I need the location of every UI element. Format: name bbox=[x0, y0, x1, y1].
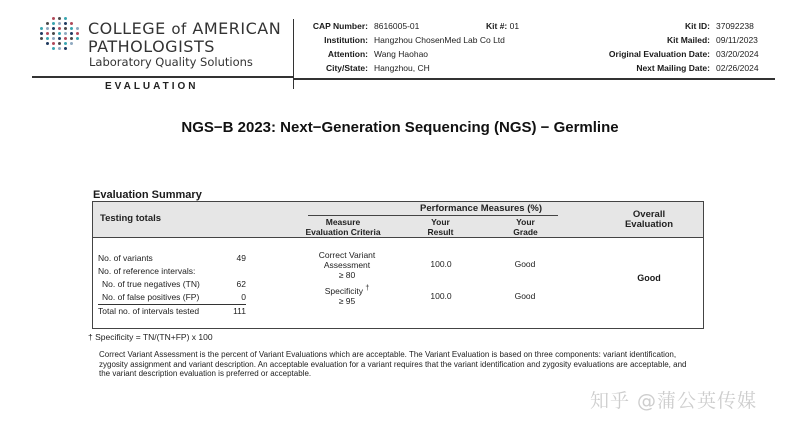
field-label: Next Mailing Date: bbox=[636, 63, 710, 73]
kit-info bbox=[560, 19, 766, 75]
header-text: Overall bbox=[632, 209, 666, 220]
logo-dot bbox=[70, 27, 73, 30]
divider bbox=[32, 76, 294, 78]
field-label: Attention: bbox=[327, 49, 368, 59]
total-value: 49 bbox=[236, 253, 246, 263]
overall-evaluation-value: Good bbox=[637, 273, 661, 283]
logo-dot bbox=[64, 42, 67, 45]
city-state-value: Hangzhou, CH bbox=[374, 63, 430, 73]
list-item bbox=[98, 265, 246, 278]
original-eval-date-value: 03/20/2024 bbox=[716, 49, 759, 59]
logo-dot bbox=[40, 47, 43, 50]
total-value: 62 bbox=[236, 279, 246, 289]
kit-mailed-value: 09/11/2023 bbox=[716, 35, 758, 45]
logo-dot bbox=[70, 37, 73, 40]
measure-name: Correct Variant bbox=[318, 250, 376, 260]
logo-dot bbox=[64, 32, 67, 35]
organization-tagline: Laboratory Quality Solutions bbox=[89, 55, 253, 69]
logo-dot bbox=[40, 17, 43, 20]
cap-logo-icon bbox=[40, 17, 80, 57]
field-label: CAP Number: bbox=[312, 21, 368, 31]
header-text: Evaluation bbox=[624, 219, 674, 230]
header-text: Your bbox=[516, 217, 535, 227]
logo-dot bbox=[40, 32, 43, 35]
dagger-footnote-marker: † bbox=[365, 285, 370, 292]
result-value: 100.0 bbox=[430, 291, 452, 301]
logo-dot bbox=[40, 27, 43, 30]
measure-name: Assessment bbox=[323, 260, 371, 270]
logo-dot bbox=[70, 17, 73, 20]
field-label: City/State: bbox=[325, 63, 368, 73]
logo-dot bbox=[64, 47, 67, 50]
original-eval-date-row bbox=[560, 47, 766, 61]
testing-totals-list bbox=[98, 252, 246, 318]
logo-dot bbox=[46, 22, 49, 25]
logo-dot bbox=[76, 32, 79, 35]
logo-dot bbox=[70, 32, 73, 35]
logo-dot bbox=[58, 17, 61, 20]
logo-dot bbox=[64, 17, 67, 20]
header-text: Grade bbox=[513, 227, 538, 237]
field-label: Kit #: bbox=[486, 21, 508, 31]
logo-dot bbox=[76, 22, 79, 25]
list-item bbox=[98, 252, 246, 265]
list-item bbox=[98, 278, 246, 291]
logo-dot bbox=[46, 37, 49, 40]
header-overall-evaluation bbox=[593, 210, 705, 230]
total-label: Total no. of intervals tested bbox=[98, 306, 200, 316]
section-label: EVALUATION bbox=[105, 81, 199, 92]
logo-dot bbox=[58, 47, 61, 50]
cap-number-value: 8616005-01 bbox=[374, 21, 420, 31]
logo-dot bbox=[70, 22, 73, 25]
page-title: NGS−B 2023: Next−Generation Sequencing (NGS) − Germline bbox=[181, 119, 619, 136]
logo-dot bbox=[58, 32, 61, 35]
watermark: 知乎 @蒲公英传媒 bbox=[590, 390, 758, 412]
logo-dot bbox=[64, 37, 67, 40]
measure-name: Specificity bbox=[324, 285, 363, 296]
logo-dot bbox=[76, 47, 79, 50]
divider bbox=[308, 215, 558, 216]
total-label: No. of true negatives (TN) bbox=[102, 279, 200, 289]
field-label: Kit ID: bbox=[684, 21, 710, 31]
measure-criteria: ≥ 95 bbox=[338, 295, 356, 306]
section-heading: Evaluation Summary bbox=[93, 189, 202, 201]
kit-mailed-row bbox=[560, 33, 766, 47]
header-text: Evaluation Criteria bbox=[305, 227, 381, 237]
organization-name bbox=[88, 20, 281, 55]
logo-dot bbox=[52, 32, 55, 35]
total-value: 111 bbox=[233, 306, 246, 316]
grade-value: Good bbox=[514, 259, 536, 269]
evaluation-summary-table bbox=[92, 201, 704, 329]
logo-dot bbox=[76, 37, 79, 40]
logo-dot bbox=[46, 32, 49, 35]
org-name-word: COLLEGE bbox=[88, 19, 166, 38]
logo-dot bbox=[70, 42, 73, 45]
logo-dot bbox=[46, 17, 49, 20]
org-name-word: AMERICAN bbox=[192, 19, 282, 38]
logo-dot bbox=[52, 37, 55, 40]
logo-dot bbox=[70, 47, 73, 50]
logo-dot bbox=[76, 27, 79, 30]
institution-row bbox=[300, 33, 505, 47]
org-name-of: of bbox=[171, 20, 187, 38]
next-mailing-date-value: 02/26/2024 bbox=[716, 63, 759, 73]
kit-id-row bbox=[560, 19, 766, 33]
logo-dot bbox=[52, 17, 55, 20]
measure-criteria: ≥ 80 bbox=[338, 270, 356, 280]
grade-value: Good bbox=[514, 291, 536, 301]
header-testing-totals: Testing totals bbox=[100, 213, 162, 224]
logo-dot bbox=[40, 37, 43, 40]
header-text: Result bbox=[427, 227, 454, 237]
logo-dot bbox=[76, 17, 79, 20]
logo-dot bbox=[58, 42, 61, 45]
logo-dot bbox=[58, 37, 61, 40]
logo-dot bbox=[64, 27, 67, 30]
logo-dot bbox=[76, 42, 79, 45]
header-your-result bbox=[393, 217, 488, 237]
attention-row bbox=[300, 47, 505, 61]
measure-specificity bbox=[303, 284, 391, 306]
list-item bbox=[98, 291, 246, 304]
logo-dot bbox=[40, 42, 43, 45]
next-mailing-date-row bbox=[560, 61, 766, 75]
header-measure bbox=[298, 217, 388, 237]
measure-correct-variant bbox=[303, 250, 391, 280]
header-text: Your bbox=[431, 217, 450, 227]
header-text: Measure bbox=[325, 217, 361, 227]
kit-number-value: 01 bbox=[509, 21, 520, 31]
description-paragraph: Correct Variant Assessment is the percent of Variant Evaluations which are acceptable. The Variant Evaluation is based on three components: variant identification, zygosity assignment and variant description. An acceptable evaluation for a variant requires that the variant identification and zygosity evaluations are acceptable, and the variant description evaluation is preferred or acceptable. bbox=[99, 350, 687, 378]
logo-dot bbox=[46, 27, 49, 30]
total-label: No. of false positives (FP) bbox=[102, 292, 200, 302]
institution-value: Hangzhou ChosenMed Lab Co Ltd bbox=[374, 35, 505, 45]
total-value bbox=[224, 265, 246, 278]
total-label: No. of variants bbox=[98, 253, 153, 263]
attention-value: Wang Haohao bbox=[374, 49, 429, 59]
cap-number-row bbox=[300, 19, 508, 33]
lab-info bbox=[300, 19, 508, 75]
logo-dot bbox=[58, 27, 61, 30]
logo-dot bbox=[64, 22, 67, 25]
city-state-row bbox=[300, 61, 505, 75]
result-value: 100.0 bbox=[430, 259, 452, 269]
logo-dot bbox=[58, 22, 61, 25]
field-label: Original Evaluation Date: bbox=[608, 49, 710, 59]
specificity-footnote: † Specificity = TN/(TN+FP) x 100 bbox=[88, 332, 213, 342]
logo-dot bbox=[52, 42, 55, 45]
divider bbox=[294, 78, 775, 80]
header-your-grade bbox=[478, 217, 573, 237]
logo-dot bbox=[40, 22, 43, 25]
header-performance-measures: Performance Measures (%) bbox=[420, 203, 542, 214]
org-name-line2: PATHOLOGISTS bbox=[88, 37, 215, 56]
logo-dot bbox=[52, 22, 55, 25]
field-label: Kit Mailed: bbox=[667, 35, 710, 45]
logo-dot bbox=[52, 47, 55, 50]
logo-dot bbox=[46, 47, 49, 50]
total-label: No. of reference intervals: bbox=[98, 266, 196, 276]
kit-number bbox=[486, 19, 519, 33]
field-label: Institution: bbox=[324, 35, 368, 45]
total-value: 0 bbox=[241, 292, 246, 302]
kit-id-value: 37092238 bbox=[716, 21, 754, 31]
logo-dot bbox=[52, 27, 55, 30]
logo-dot bbox=[46, 42, 49, 45]
list-item-total bbox=[98, 304, 246, 318]
table-header bbox=[93, 202, 703, 238]
